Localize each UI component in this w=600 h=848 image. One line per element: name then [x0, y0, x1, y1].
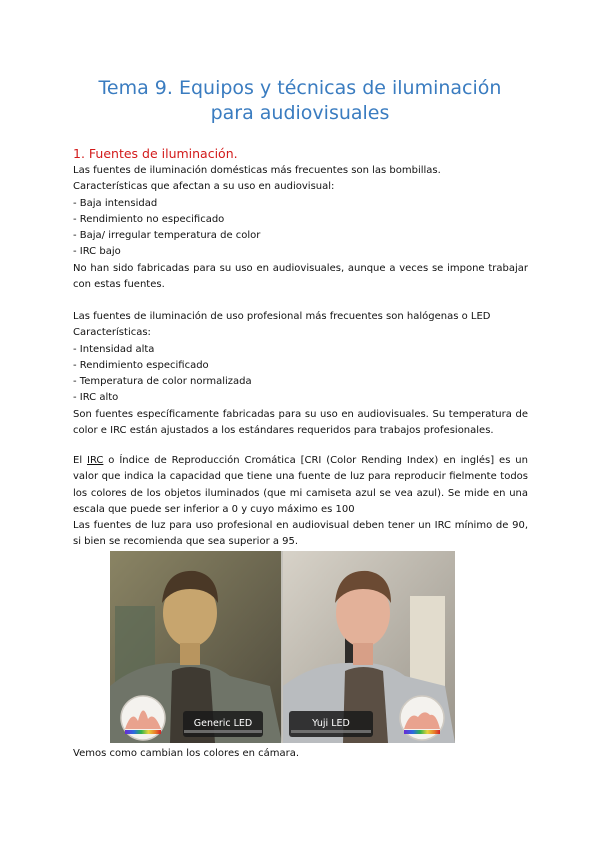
document-title [0, 76, 600, 126]
list-intro: Características que afectan a su uso en audiovisual: [73, 181, 335, 193]
irc-term: IRC [87, 455, 104, 466]
yuji-led-label: Yuji LED [312, 718, 350, 729]
list-item: - Intensidad alta [73, 343, 155, 355]
figure-caption: Vemos como cambian los colores en cámara. [73, 748, 300, 759]
list-item: - Rendimiento no especificado [73, 213, 225, 225]
list-item: - IRC bajo [73, 246, 121, 258]
list-intro: Características: [73, 327, 151, 339]
paragraph-domestic-sources [73, 163, 528, 293]
irc-requirement: Las fuentes de luz para uso profesional en audiovisual deben tener un IRC mínimo de 90, si bien se recomienda que sea superior a 95. [73, 520, 528, 548]
section-heading: 1. Fuentes de iluminación. [73, 146, 238, 161]
irc-prefix: El [73, 455, 87, 466]
title-line-1: Tema 9. Equipos y técnicas de iluminación [98, 77, 502, 99]
irc-definition [73, 453, 528, 518]
paragraph-conclusion: No han sido fabricadas para su uso en audiovisuales, aunque a veces se impone trabajar con estas fuentes. [73, 262, 528, 291]
paragraph-professional-sources [73, 309, 528, 439]
paragraph-intro: Las fuentes de iluminación domésticas más frecuentes son las bombillas. [73, 165, 441, 176]
list-item: - IRC alto [73, 392, 119, 404]
irc-definition-text: o Índice de Reproducción Cromática [CRI (Color Rending Index) en inglés] es un valor que indica la capacidad que tiene una fuente de luz para reproducir fielmente todos los colores de los objetos iluminados (que mi camiseta azul se vea azul). Se mide en una escala que puede ser inferior a 0 y cuyo máximo es 100 [73, 455, 528, 515]
paragraph-conclusion: Son fuentes específicamente fabricadas para su uso en audiovisuales. Su temperatura de color e IRC están ajustados a los estándares requeridos para trabajos profesionales. [73, 408, 528, 437]
list-item: - Baja/ irregular temperatura de color [73, 230, 261, 242]
paragraph-intro: Las fuentes de iluminación de uso profesional más frecuentes son halógenas o LED [73, 311, 491, 322]
led-comparison-photo [110, 551, 455, 743]
generic-led-label: Generic LED [193, 718, 253, 729]
paragraph-irc [73, 453, 528, 551]
title-line-2: para audiovisuales [210, 102, 390, 124]
spectrum-gauge-left [121, 696, 165, 740]
list-item: - Rendimiento especificado [73, 359, 209, 371]
list-item: - Baja intensidad [73, 197, 158, 209]
spectrum-gauge-right [400, 696, 444, 740]
list-item: - Temperatura de color normalizada [73, 376, 252, 388]
